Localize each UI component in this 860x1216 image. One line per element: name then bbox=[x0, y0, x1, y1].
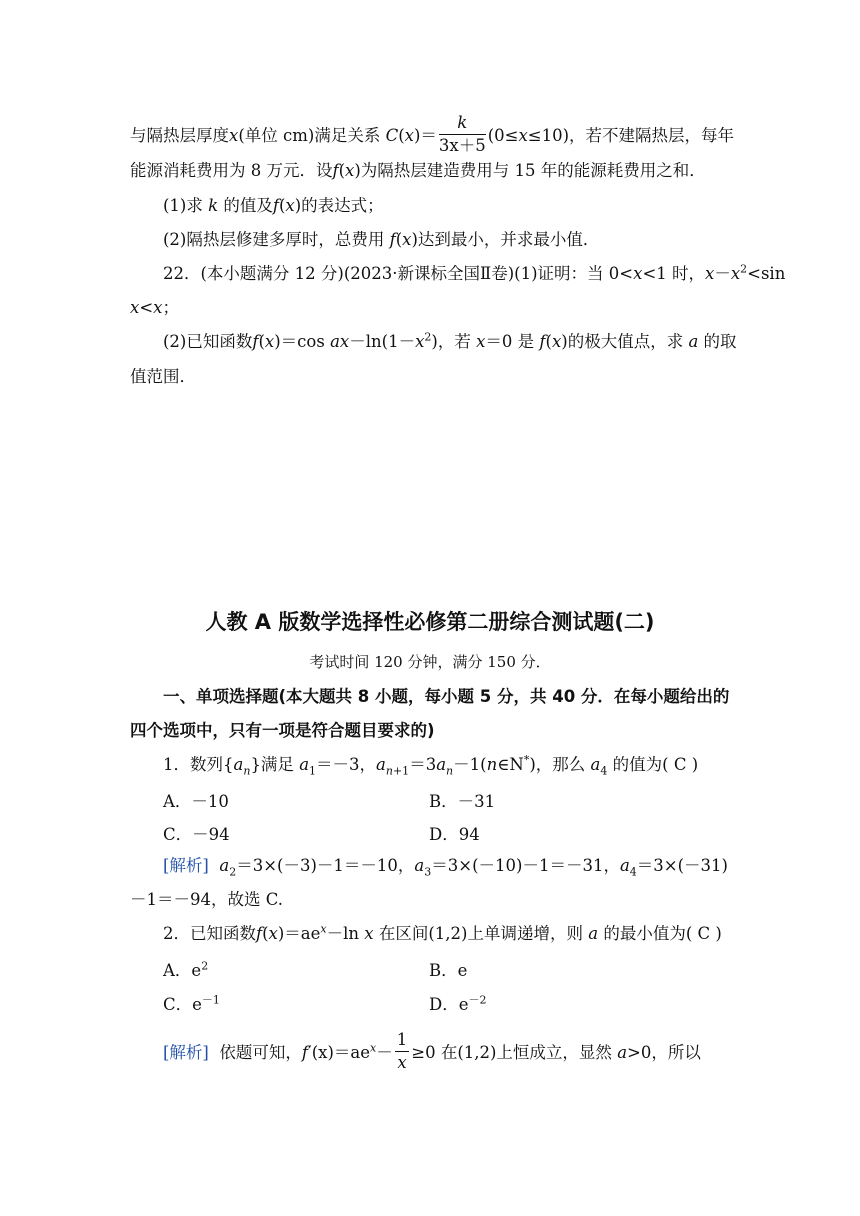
q22-line-1: 22．(本小题满分 12 分)(2023·新课标全国Ⅱ卷)(1)证明：当 0<x<1 时，$x-x^2<\sin$ bbox=[163, 262, 786, 283]
prev-line-2: 能源消耗费用为 8 万元．设f(x)为隔热层建造费用与 15 年的能源耗费用之和． bbox=[130, 161, 706, 180]
solution-tag: [解析] bbox=[163, 1043, 209, 1062]
exam-info: 考试时间 120 分钟，满分 150 分． bbox=[309, 653, 551, 671]
option-c: C．－94 bbox=[163, 825, 230, 844]
page-title: 人教 A 版数学选择性必修第二册综合测试题(二) bbox=[205, 610, 655, 634]
section-heading: 一、单项选择题(本大题共 8 小题，每小题 5 分，共 40 分．在每小题给出的 bbox=[163, 687, 730, 706]
section-heading-2: 四个选项中，只有一项是符合题目要求的) bbox=[130, 721, 435, 740]
option-c: C．$e^{-1}$ bbox=[163, 993, 220, 1014]
prev-line-1: 与隔热层厚度x(单位 cm)满足关系 C(x)＝ $\frac{k}{3x+5}$ (0≤x≤10)，若不建隔热层，每年 bbox=[130, 113, 735, 155]
question-1: 1．数列$\{a_n\}$满足 $a_1=-3$，$a_{n+1}=3a_n-1(n\in N^*)$，那么 $a_4$ 的值为( C ) bbox=[163, 753, 699, 778]
prev-q1: (1)求 k 的值及f(x)的表达式； bbox=[163, 196, 384, 215]
q22-line-3: (2)已知函数f(x)＝cos $ax-\ln(1-x^2)$，若 x＝0 是 f(x)的极大值点，求 a 的取 bbox=[163, 330, 737, 351]
q22-line-2: x<x； bbox=[130, 298, 179, 317]
option-d: D．$e^{-2}$ bbox=[429, 993, 487, 1014]
question-2: 2．已知函数$f(x)=ae^x-\ln$ x 在区间(1,2)上单调递增，则 a 的最小值为( C ) bbox=[163, 922, 722, 943]
option-d: D．94 bbox=[429, 825, 480, 844]
fraction: $\frac{k}{3x+5}$ bbox=[438, 113, 486, 155]
solution-tag: [解析] bbox=[163, 856, 209, 875]
option-b: B．－31 bbox=[429, 792, 496, 811]
q22-line-4: 值范围． bbox=[130, 367, 196, 386]
option-a: A．$e^2$ bbox=[163, 959, 209, 980]
solution-1-line-2: －1＝－94，故选 C. bbox=[130, 890, 284, 909]
option-a: A．－10 bbox=[163, 792, 229, 811]
option-b: B．e bbox=[429, 961, 468, 980]
solution-2: [解析] 依题可知，$f'(x)=ae^x-$ $\frac{1}{x}$ ≥0 在(1,2)上恒成立，显然 a>0，所以 bbox=[163, 1030, 701, 1072]
fraction: $\frac{1}{x}$ bbox=[396, 1030, 408, 1072]
solution-1: [解析] $a_2=3\times(-3)-1=-10$，$a_3=3\times(-10)-1=-31$，$a_4=3\times(-31)$ bbox=[163, 856, 728, 879]
prev-q2: (2)隔热层修建多厚时，总费用 f(x)达到最小，并求最小值． bbox=[163, 230, 600, 249]
